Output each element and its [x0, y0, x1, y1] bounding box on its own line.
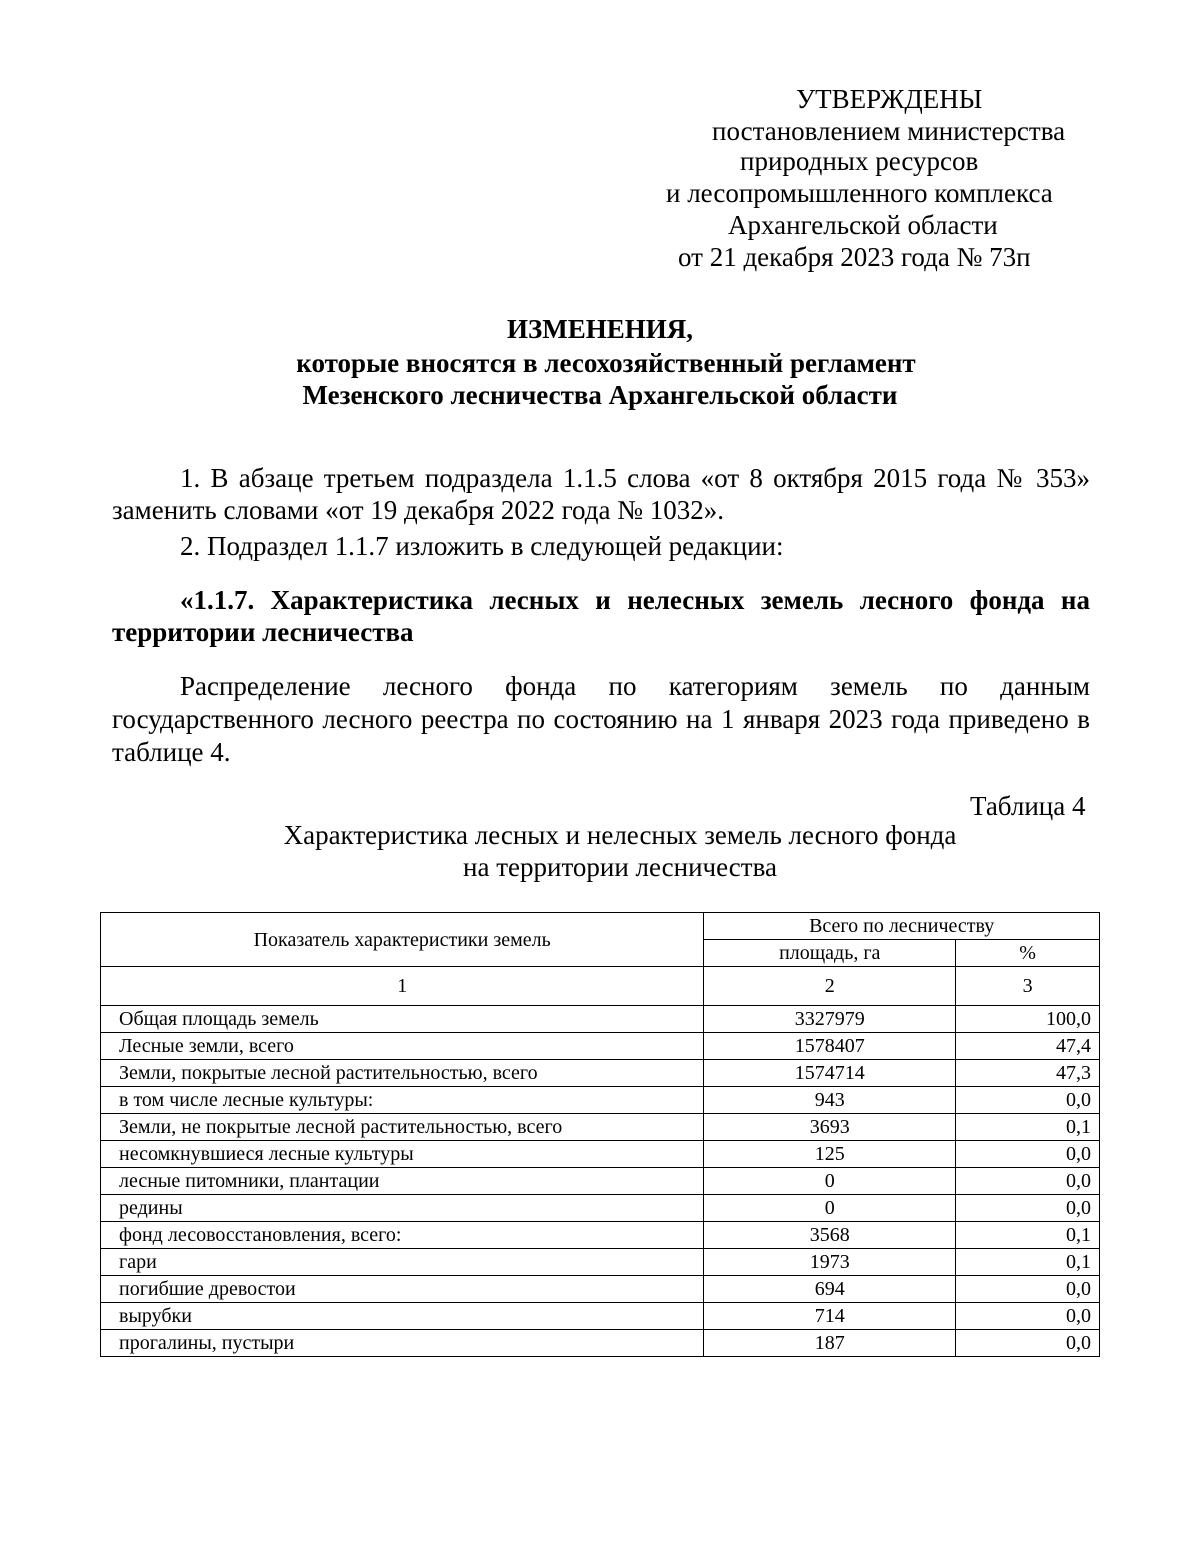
row-percent: 0,0: [956, 1087, 1100, 1114]
table-row: [101, 1303, 1100, 1330]
row-label: вырубки: [101, 1303, 704, 1330]
table-number-row: [101, 967, 1100, 1006]
paragraph-item-1: 1. В абзаце третьем подраздела 1.1.5 слова «от 8 октября 2015 года № 353» заменить словами «от 19 декабря 2022 года № 1032».: [112, 463, 1090, 525]
section-title: «1.1.7. Характеристика лесных и нелесных земель лесного фонда на территории лесничества: [112, 585, 1090, 647]
row-label: Общая площадь земель: [101, 1006, 704, 1033]
table-row: [101, 1168, 1100, 1195]
row-area: 694: [704, 1276, 956, 1303]
row-percent: 47,3: [956, 1060, 1100, 1087]
row-percent: 0,0: [956, 1330, 1100, 1357]
approval-line: и лесопромышленного комплекса: [666, 178, 1053, 208]
row-label: Земли, не покрытые лесной растительностью, всего: [101, 1114, 704, 1141]
row-area: 0: [704, 1195, 956, 1222]
header-percent: %: [956, 940, 1100, 967]
row-percent: 0,0: [956, 1195, 1100, 1222]
row-label: погибшие древостои: [101, 1276, 704, 1303]
table-row: [101, 1006, 1100, 1033]
row-area: 3327979: [704, 1006, 956, 1033]
table-header-row: [101, 913, 1100, 940]
row-percent: 0,0: [956, 1303, 1100, 1330]
row-percent: 0,1: [956, 1222, 1100, 1249]
row-percent: 47,4: [956, 1033, 1100, 1060]
approval-line: Архангельской области: [728, 210, 998, 240]
table-label: Таблица 4: [970, 791, 1086, 821]
row-percent: 0,1: [956, 1249, 1100, 1276]
table-row: [101, 1114, 1100, 1141]
row-area: 3693: [704, 1114, 956, 1141]
row-label: прогалины, пустыри: [101, 1330, 704, 1357]
row-area: 125: [704, 1141, 956, 1168]
approval-line: природных ресурсов: [740, 146, 979, 176]
row-percent: 0,0: [956, 1168, 1100, 1195]
row-label: гари: [101, 1249, 704, 1276]
row-label: фонд лесовосстановления, всего:: [101, 1222, 704, 1249]
table-caption: на территории лесничества: [463, 852, 777, 882]
table-row: [101, 1087, 1100, 1114]
header-total: Всего по лесничеству: [704, 913, 1100, 940]
row-area: 0: [704, 1168, 956, 1195]
table-row: [101, 1141, 1100, 1168]
document-subtitle: которые вносятся в лесохозяйственный регламент: [296, 348, 916, 378]
row-label: несомкнувшиеся лесные культуры: [101, 1141, 704, 1168]
approval-line: постановлением министерства: [712, 116, 1066, 146]
table-body: [101, 1006, 1100, 1357]
table-row: [101, 1033, 1100, 1060]
row-label: лесные питомники, плантации: [101, 1168, 704, 1195]
row-percent: 0,0: [956, 1276, 1100, 1303]
table-row: [101, 1249, 1100, 1276]
row-area: 187: [704, 1330, 956, 1357]
row-label: редины: [101, 1195, 704, 1222]
table-row: [101, 1330, 1100, 1357]
row-area: 1578407: [704, 1033, 956, 1060]
column-number: 3: [956, 967, 1100, 1006]
row-area: 943: [704, 1087, 956, 1114]
header-area: площадь, га: [704, 940, 956, 967]
table-row: [101, 1060, 1100, 1087]
row-label: Земли, покрытые лесной растительностью, всего: [101, 1060, 704, 1087]
column-number: 2: [704, 967, 956, 1006]
row-percent: 100,0: [956, 1006, 1100, 1033]
table-row: [101, 1195, 1100, 1222]
document-subtitle: Мезенского лесничества Архангельской области: [302, 380, 898, 410]
row-percent: 0,1: [956, 1114, 1100, 1141]
header-indicator: Показатель характеристики земель: [101, 913, 704, 967]
row-area: 3568: [704, 1222, 956, 1249]
column-number: 1: [101, 967, 704, 1006]
row-label: Лесные земли, всего: [101, 1033, 704, 1060]
table-caption: Характеристика лесных и нелесных земель лесного фонда: [283, 820, 957, 850]
table-row: [101, 1276, 1100, 1303]
row-percent: 0,0: [956, 1141, 1100, 1168]
document-title: ИЗМЕНЕНИЯ,: [506, 314, 693, 344]
approval-date: от 21 декабря 2023 года № 73п: [678, 242, 1031, 272]
row-area: 1973: [704, 1249, 956, 1276]
row-label: в том числе лесные культуры:: [101, 1087, 704, 1114]
paragraph-distribution: Распределение лесного фонда по категориям земель по данным государственного лесного реестра по состоянию на 1 января 2023 года приведено в таблице 4.: [112, 671, 1090, 767]
paragraph-item-2: 2. Подраздел 1.1.7 изложить в следующей редакции:: [180, 531, 784, 561]
land-characteristics-table: [100, 912, 1100, 1357]
approval-title: УТВЕРЖДЕНЫ: [796, 84, 983, 114]
row-area: 714: [704, 1303, 956, 1330]
row-area: 1574714: [704, 1060, 956, 1087]
table-row: [101, 1222, 1100, 1249]
